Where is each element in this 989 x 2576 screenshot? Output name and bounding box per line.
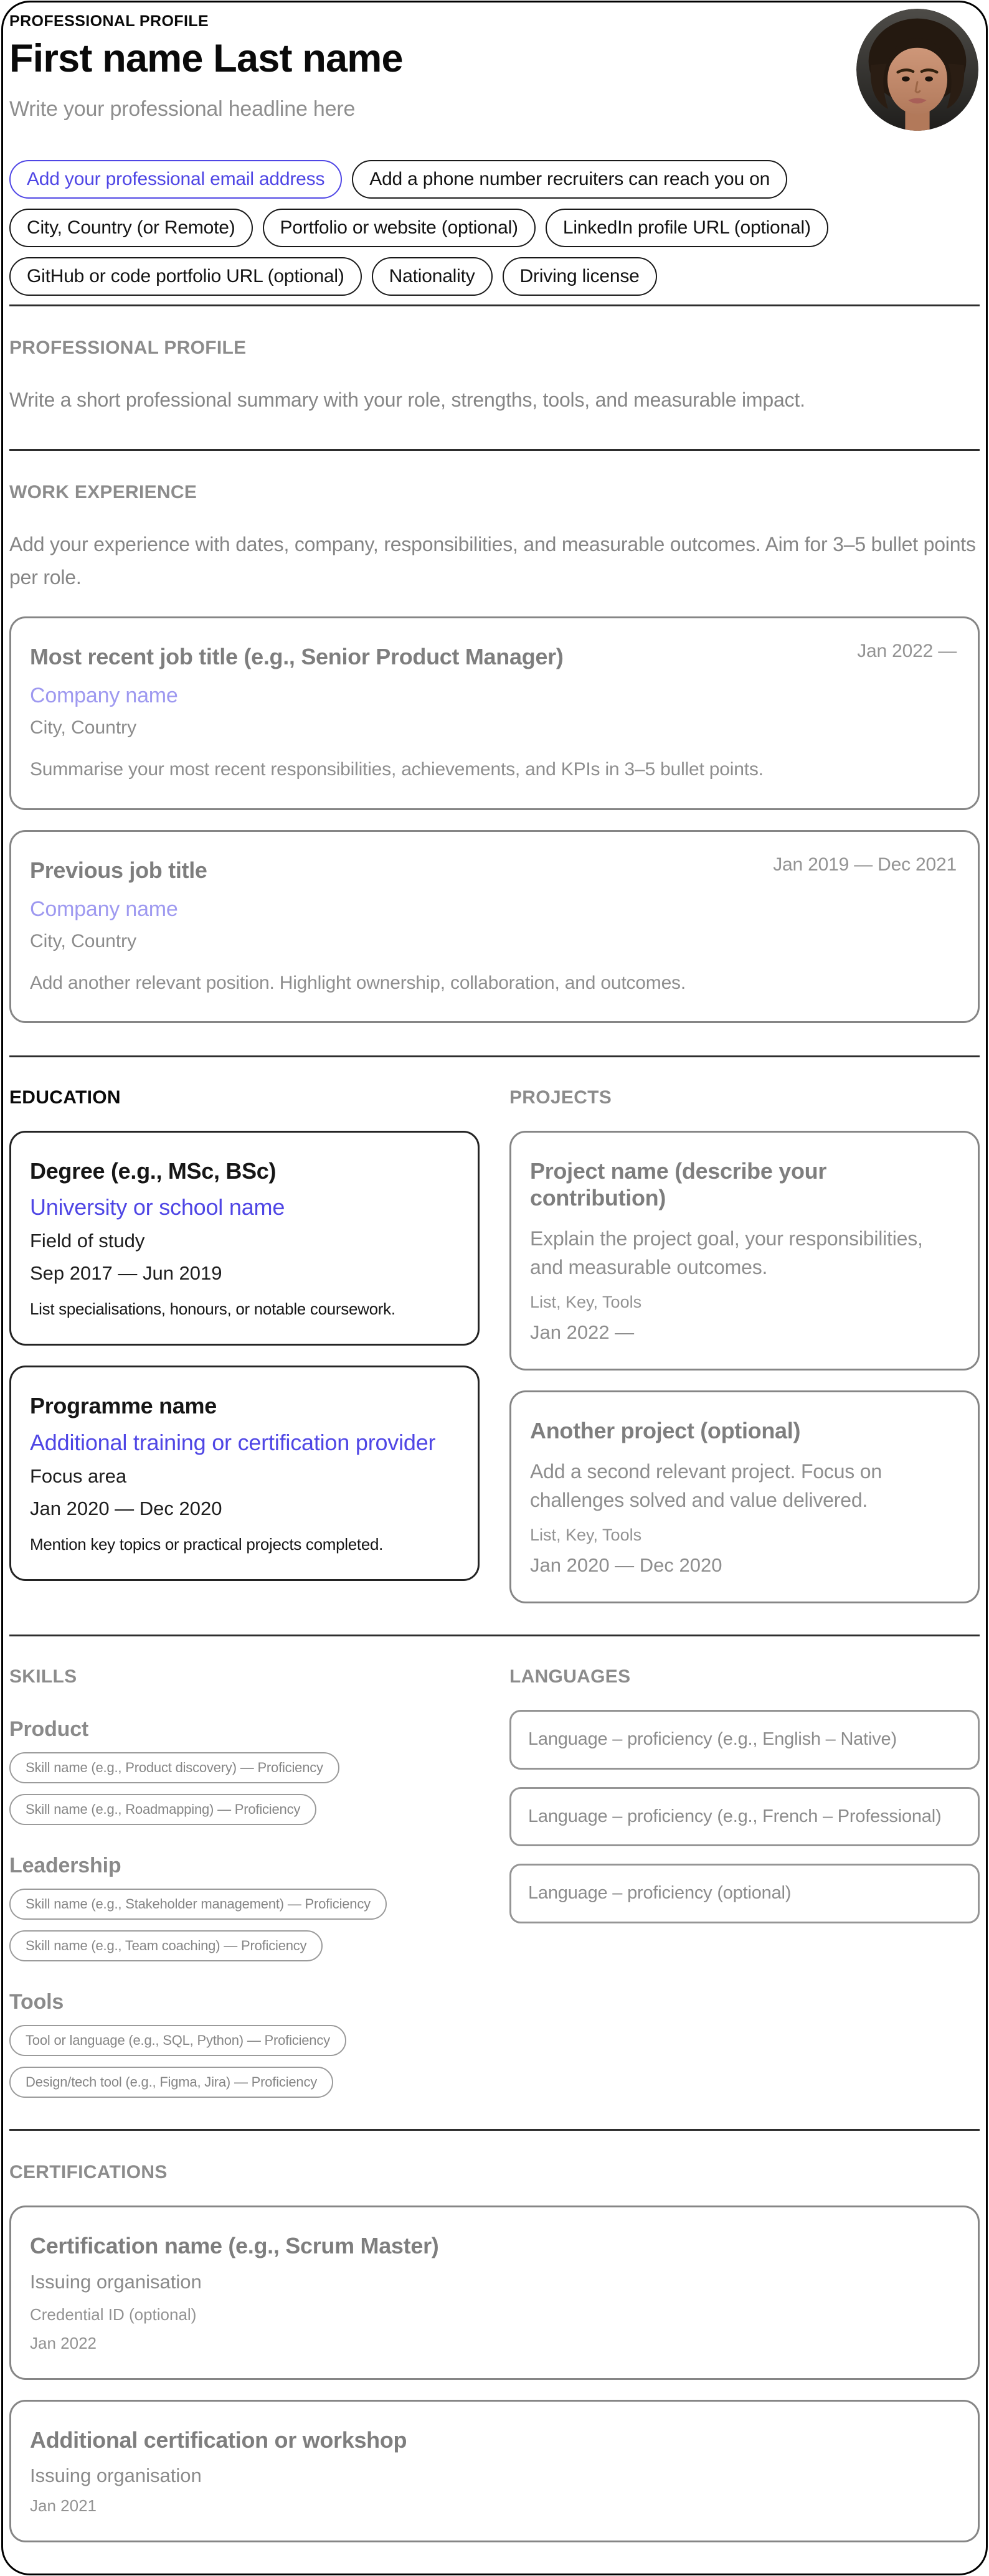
job-summary: Summarise your most recent responsibilities, achievements, and KPIs in 3–5 bullet points.: [30, 759, 764, 780]
profile-name[interactable]: First name Last name: [9, 37, 403, 80]
job-title: Most recent job title (e.g., Senior Product Manager): [30, 643, 564, 669]
work-card[interactable]: [9, 616, 980, 810]
job-location: City, Country: [30, 717, 137, 738]
project-title: Project name (describe your contribution): [530, 1158, 827, 1211]
project-dates: Jan 2020 — Dec 2020: [530, 1554, 722, 1577]
contact-pill-phone[interactable]: Add a phone number recruiters can reach you on: [352, 160, 787, 199]
section-heading-skills: SKILLS: [9, 1666, 77, 1687]
contact-pill-location[interactable]: City, Country (or Remote): [9, 209, 253, 247]
contact-pill-nationality[interactable]: Nationality: [372, 257, 493, 296]
section-work-experience: [9, 451, 980, 1056]
institution-name: Additional training or certification provider: [30, 1429, 436, 1455]
skill-pill[interactable]: Skill name (e.g., Stakeholder management) — Proficiency: [9, 1889, 387, 1920]
field-of-study: Field of study: [30, 1230, 145, 1252]
job-location: City, Country: [30, 930, 137, 951]
avatar-image: [856, 9, 978, 131]
skill-pill[interactable]: Tool or language (e.g., SQL, Python) — Proficiency: [9, 2025, 346, 2056]
resume-page: [1, 1, 988, 2575]
section-heading-languages: LANGUAGES: [509, 1666, 631, 1687]
skills-languages-row: [9, 1636, 980, 2129]
section-languages: [509, 1666, 980, 2098]
project-tools: List, Key, Tools: [530, 1526, 642, 1545]
contact-pill-linkedin[interactable]: LinkedIn profile URL (optional): [546, 209, 828, 247]
certification-card[interactable]: [9, 2206, 980, 2379]
contact-pill-email[interactable]: Add your professional email address: [9, 160, 342, 199]
skill-pill[interactable]: Skill name (e.g., Product discovery) — Proficiency: [9, 1752, 339, 1783]
company-name: Company name: [30, 684, 178, 708]
section-education: [9, 1087, 480, 1603]
certification-org: Issuing organisation: [30, 2464, 202, 2486]
job-dates: Jan 2019 — Dec 2021: [773, 854, 957, 875]
section-heading-certifications: CERTIFICATIONS: [9, 2162, 168, 2183]
skill-group-label: Leadership: [9, 1854, 121, 1878]
degree-title: Programme name: [30, 1393, 217, 1419]
certification-title: Certification name (e.g., Scrum Master): [30, 2233, 439, 2259]
professional-summary-placeholder[interactable]: Write a short professional summary with your role, strengths, tools, and measurable impact.: [9, 388, 805, 411]
education-dates: Sep 2017 — Jun 2019: [30, 1262, 222, 1285]
skill-pill[interactable]: Skill name (e.g., Roadmapping) — Proficiency: [9, 1794, 316, 1825]
language-item[interactable]: Language – proficiency (e.g., French – Professional): [509, 1787, 980, 1847]
education-projects-row: [9, 1057, 980, 1635]
language-item[interactable]: Language – proficiency (e.g., English – Native): [509, 1710, 980, 1770]
contact-pills: [9, 160, 980, 296]
skill-group-label: Product: [9, 1717, 89, 1742]
profile-headline[interactable]: Write your professional headline here: [9, 97, 356, 121]
work-card[interactable]: [9, 830, 980, 1024]
skill-pill[interactable]: Skill name (e.g., Team coaching) — Proficiency: [9, 1930, 323, 1961]
education-card[interactable]: [9, 1366, 480, 1580]
education-note: Mention key topics or practical projects completed.: [30, 1534, 384, 1554]
project-description: Add a second relevant project. Focus on challenges solved and value delivered.: [530, 1460, 882, 1511]
section-skills: [9, 1666, 480, 2098]
section-certifications: [9, 2131, 980, 2548]
skill-group-label: Tools: [9, 1990, 64, 2014]
section-heading-projects: PROJECTS: [509, 1087, 612, 1108]
page-kicker: PROFESSIONAL PROFILE: [9, 12, 209, 30]
job-dates: Jan 2022 —: [857, 640, 957, 661]
section-projects: [509, 1087, 980, 1603]
certification-card[interactable]: [9, 2400, 980, 2542]
certification-date: Jan 2022: [30, 2333, 97, 2352]
project-title: Another project (optional): [530, 1418, 801, 1444]
institution-name: University or school name: [30, 1194, 285, 1220]
certification-title: Additional certification or workshop: [30, 2427, 407, 2453]
contact-pill-driving-license[interactable]: Driving license: [503, 257, 657, 296]
language-item[interactable]: Language – proficiency (optional): [509, 1864, 980, 1923]
education-dates: Jan 2020 — Dec 2020: [30, 1497, 222, 1519]
section-heading-professional-profile: PROFESSIONAL PROFILE: [9, 337, 247, 358]
certification-credential: Credential ID (optional): [30, 2305, 197, 2324]
education-note: List specialisations, honours, or notable coursework.: [30, 1300, 395, 1319]
project-card[interactable]: [509, 1390, 980, 1603]
job-title: Previous job title: [30, 857, 207, 883]
certification-org: Issuing organisation: [30, 2270, 202, 2293]
project-tools: List, Key, Tools: [530, 1293, 642, 1312]
education-card[interactable]: [9, 1131, 480, 1346]
field-of-study: Focus area: [30, 1465, 127, 1487]
skill-pill[interactable]: Design/tech tool (e.g., Figma, Jira) — Proficiency: [9, 2067, 333, 2098]
section-heading-education: EDUCATION: [9, 1087, 121, 1108]
project-dates: Jan 2022 —: [530, 1321, 635, 1344]
contact-pill-portfolio[interactable]: Portfolio or website (optional): [263, 209, 536, 247]
job-summary: Add another relevant position. Highlight ownership, collaboration, and outcomes.: [30, 972, 686, 993]
certification-date: Jan 2021: [30, 2496, 97, 2515]
skill-group: [9, 1990, 480, 2098]
skill-group: [9, 1717, 480, 1825]
contact-pill-github[interactable]: GitHub or code portfolio URL (optional): [9, 257, 362, 296]
project-card[interactable]: [509, 1131, 980, 1371]
company-name: Company name: [30, 897, 178, 921]
skill-group: [9, 1854, 480, 1961]
work-experience-intro[interactable]: Add your experience with dates, company, responsibilities, and measurable outcomes. Aim for 3–5 bullet points per role.: [9, 532, 976, 588]
project-description: Explain the project goal, your responsibilities, and measurable outcomes.: [530, 1227, 923, 1279]
avatar[interactable]: [856, 9, 978, 131]
section-professional-profile: [9, 306, 980, 449]
degree-title: Degree (e.g., MSc, BSc): [30, 1158, 277, 1184]
section-heading-work-experience: WORK EXPERIENCE: [9, 481, 197, 502]
